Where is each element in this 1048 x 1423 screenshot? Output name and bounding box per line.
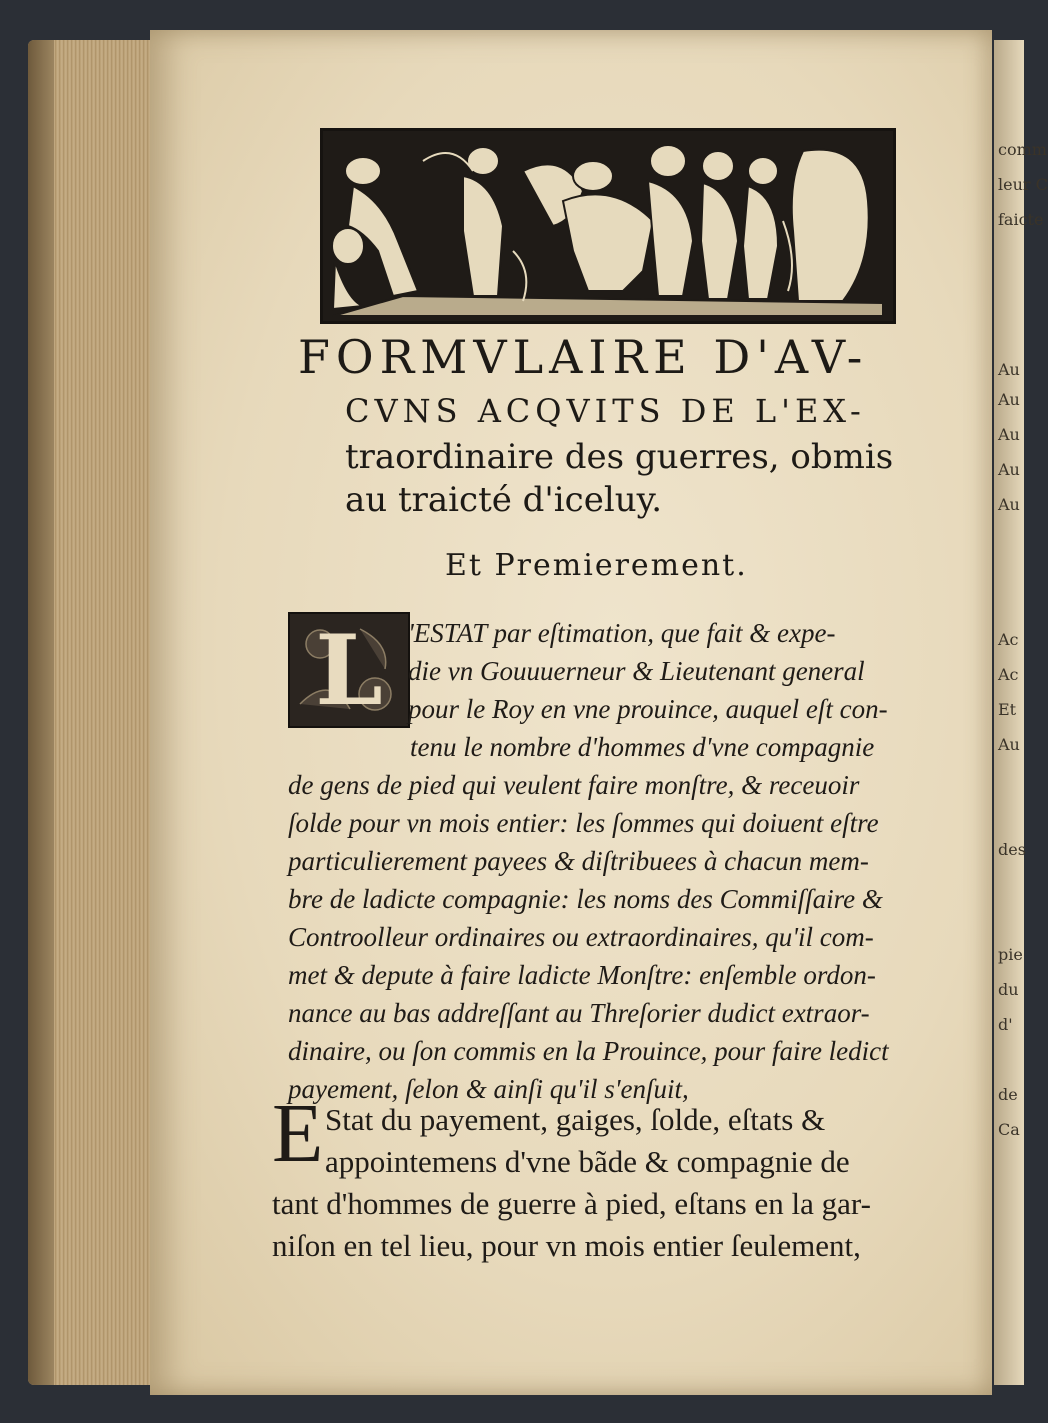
title-line-4: au traicté d'iceluy. xyxy=(345,480,663,520)
title-line-1: FORMVLAIRE D'AV- xyxy=(298,330,869,384)
body-line: niſon en tel lieu, pour vn mois entier ſeulement, xyxy=(272,1228,861,1263)
italic-line: tenu le nombre d'hommes d'vne compagnie xyxy=(410,732,875,762)
title-line-3: traordinaire des guerres, obmis xyxy=(345,437,894,477)
italic-line: bre de ladicte compagnie: les noms des Commiſſaire & xyxy=(288,884,883,914)
body-line: Stat du payement, gaiges, ſolde, eſtats & xyxy=(325,1102,826,1137)
facing-fragment: du xyxy=(998,980,1019,999)
drop-cap-letter: L xyxy=(315,613,383,727)
facing-fragment: de xyxy=(998,1085,1018,1104)
facing-fragment: Au xyxy=(998,390,1020,409)
body-line: tant d'hommes de guerre à pied, eſtans en la gar- xyxy=(272,1186,871,1221)
subheading: Et Premierement. xyxy=(445,548,748,583)
italic-line: particulierement payees & diſtribuees à chacun mem- xyxy=(288,846,869,876)
body-line: appointemens d'vne bãde & compagnie de xyxy=(325,1144,850,1179)
show-through-text xyxy=(330,92,339,125)
italic-line: nance au bas addreſſant au Threſorier dudict extraor- xyxy=(288,998,870,1028)
facing-fragment: d' xyxy=(998,1015,1013,1034)
facing-fragment: faicte xyxy=(998,210,1044,229)
italic-line: Controolleur ordinaires ou extraordinaires, qu'il com- xyxy=(288,922,874,952)
ornamental-drop-cap xyxy=(288,612,410,728)
facing-fragment: Au xyxy=(998,425,1020,444)
facing-fragment: des xyxy=(998,840,1026,859)
italic-line: ſolde pour vn mois entier: les ſommes qui doiuent eſtre xyxy=(288,808,879,838)
body-initial-letter: E xyxy=(272,1087,324,1180)
italic-line: payement, ſelon & ainſi qu'il s'enſuit, xyxy=(288,1074,689,1104)
italic-line: dinaire, ou ſon commis en la Prouince, pour faire ledict xyxy=(288,1036,889,1066)
facing-page xyxy=(994,40,1048,1385)
facing-fragment: leur C xyxy=(998,175,1048,194)
woodcut-headpiece xyxy=(320,128,896,324)
facing-fragment: Au xyxy=(998,460,1020,479)
italic-line: die vn Gouuuerneur & Lieutenant general xyxy=(408,656,865,686)
italic-line: 'ESTAT par eſtimation, que fait & expe- xyxy=(408,618,836,648)
facing-fragment: Ac xyxy=(998,630,1019,649)
book-spine xyxy=(28,40,54,1385)
facing-fragment: Au xyxy=(998,360,1020,379)
facing-fragment: pie xyxy=(998,945,1023,964)
facing-fragment: Au xyxy=(998,495,1020,514)
facing-fragment: Au xyxy=(998,735,1020,754)
italic-line: de gens de pied qui veulent faire monſtre, & receuoir xyxy=(288,770,860,800)
title-line-2: CVNS ACQVITS DE L'EX- xyxy=(345,392,866,430)
facing-fragment: Et xyxy=(998,700,1017,719)
italic-line: met & depute à faire ladicte Monſtre: enſemble ordon- xyxy=(288,960,876,990)
facing-fragment: Ca xyxy=(998,1120,1020,1139)
facing-fragment: comm xyxy=(998,140,1047,159)
facing-fragment: Ac xyxy=(998,665,1019,684)
italic-line: pour le Roy en vne prouince, auquel eſt con- xyxy=(408,694,888,724)
